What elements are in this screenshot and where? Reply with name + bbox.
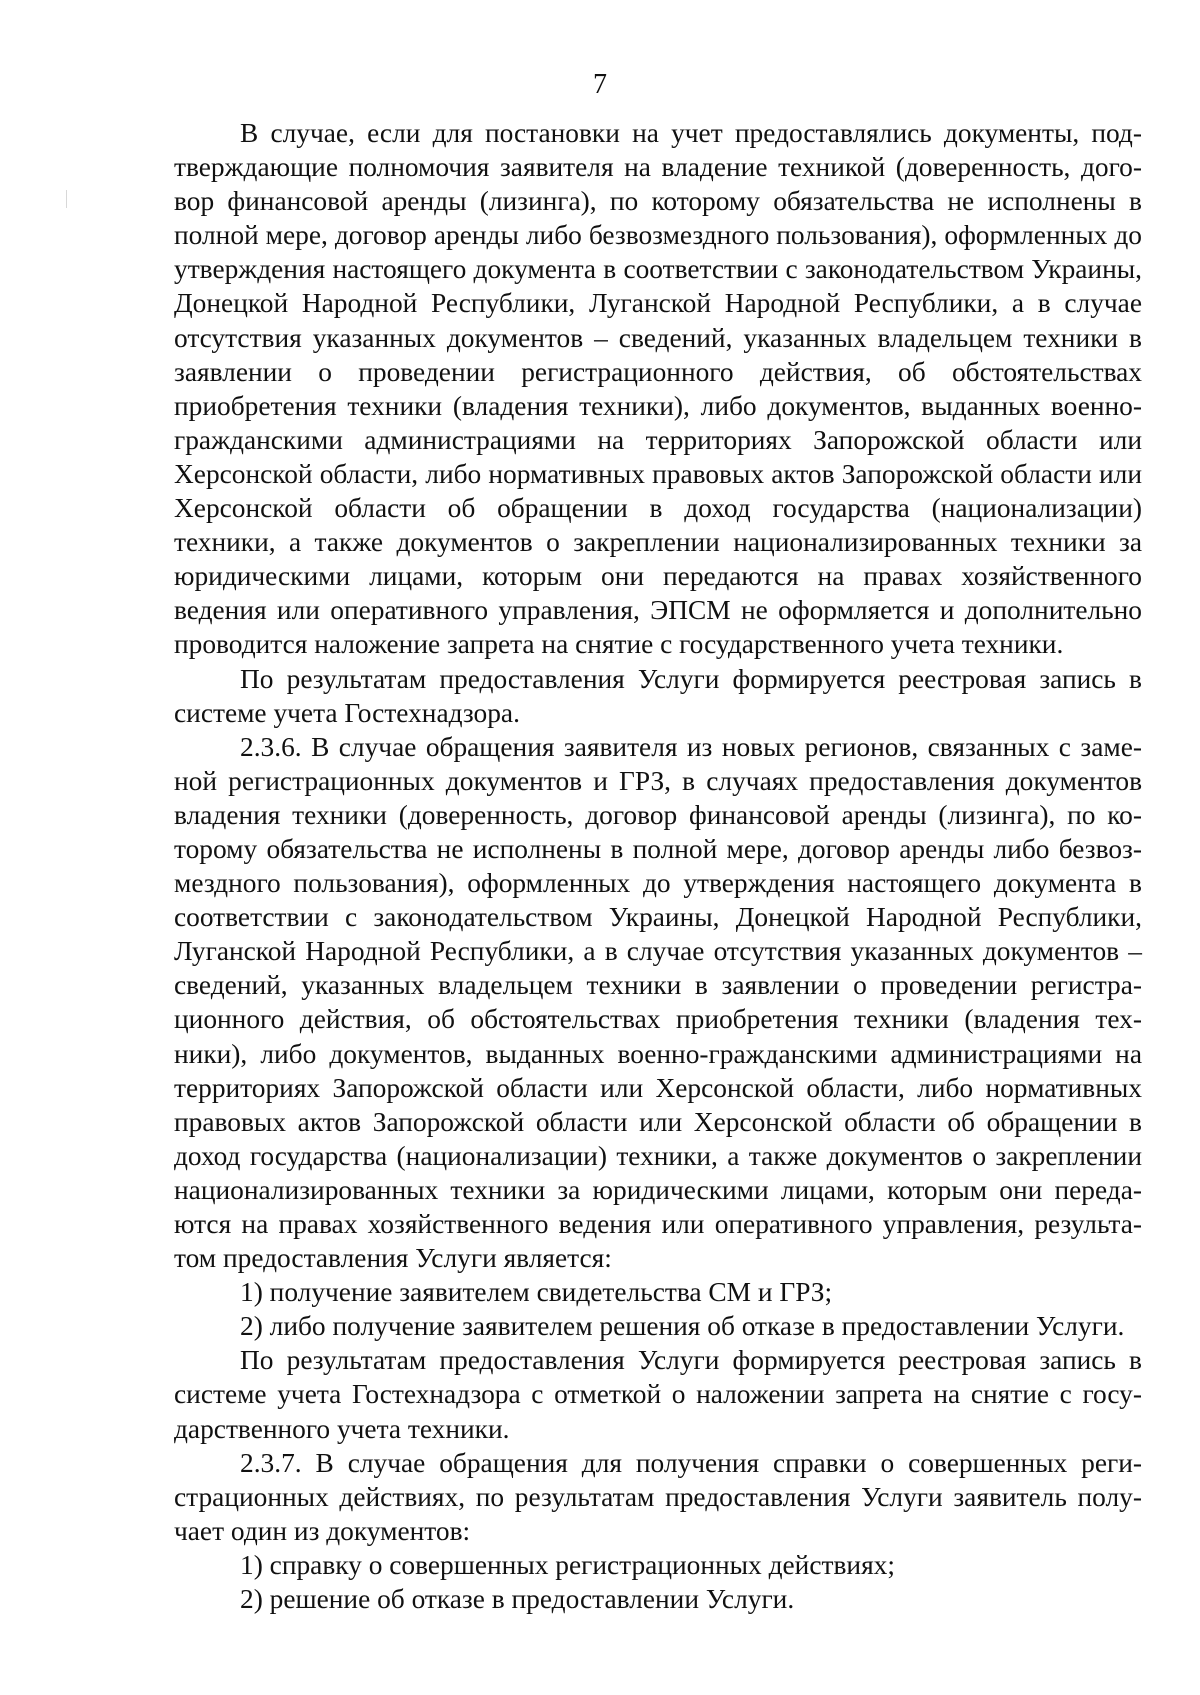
document-body — [174, 116, 1142, 1616]
list-item-refusal: 2) либо получение заявителем решения об отказе в предоставлении Услуги. — [240, 1311, 1125, 1342]
page-number: 7 — [593, 69, 607, 100]
paragraph-clause-2-3-6: 2.3.6. В случае обращения заявителя из новых регионов, связанных с заменой регистрационных документов и ГРЗ, в случаях предоставления документов владения техники (доверенность, договор финансовой аренды (лизинга), по которому обязательства не исполнены в полной мере, договор аренды либо безвозмездного пользования), оформленных до утверждения настоящего документа в соответствии с законодательством Украины, Донецкой Народной Республики, Луганской Народной Республики, а в случае отсутствия указанных документов – сведений, указанных владельцем техники в заявлении о проведении регистрационного действия, об обстоятельствах приобретения техники (владения техники), либо документов, выданных военно-гражданскими администрациями на территориях Запорожской области или Херсонской области, либо нормативных правовых актов Запорожской области или Херсонской области об обращении в доход государства (национализации) техники, а также документов о закреплении национализированных техники за юридическими лицами, которым они передаются на правах хозяйственного ведения или оперативного управления, результатом предоставления Услуги является: — [174, 731, 1142, 1274]
paragraph-registry-record: По результатам предоставления Услуги формируется реестровая запись в системе учета Гостехнадзора. — [174, 663, 1142, 728]
paragraph-registration-documents: В случае, если для постановки на учет предоставлялись документы, подтверждающие полномочия заявителя на владение техникой (доверенность, договор финансовой аренды (лизинга), по которому обязательства не исполнены в полной мере, договор аренды либо безвозмездного пользования), оформленных до утверждения настоящего документа в соответствии с законодательством Украины, Донецкой Народной Республики, Луганской Народной Республики, а в случае отсутствия указанных документов – сведений, указанных владельцем техники в заявлении о проведении регистрационного действия, об обстоятельствах приобретения техники (владения техники), либо документов, выданных военно-гражданскими администрациями на территориях Запорожской области или Херсонской области, либо нормативных правовых актов Запорожской области или Херсонской области об обращении в доход государства (национализации) техники, а также документов о закреплении национализированных техники за юридическими лицами, которым они передаются на правах хозяйственного ведения или оперативного управления, ЭПСМ не оформляется и дополнительно проводится наложение запрета на снятие с государственного учета техники. — [174, 118, 1142, 660]
paragraph-registry-record-with-ban: По результатам предоставления Услуги формируется реестровая запись в системе учета Гостехнадзора с отметкой о наложении запрета на снятие с государственного учета техники. — [174, 1345, 1142, 1444]
list-item-certificate: 1) получение заявителем свидетельства СМ и ГРЗ; — [240, 1277, 833, 1308]
paragraph-clause-2-3-7: 2.3.7. В случае обращения для получения справки о совершенных регистрационных действиях, по результатам предоставления Услуги заявитель получает один из документов: — [174, 1447, 1142, 1546]
list-item-refusal-decision: 2) решение об отказе в предоставлении Услуги. — [240, 1584, 795, 1615]
scan-artifact — [66, 190, 67, 208]
list-item-reference: 1) справку о совершенных регистрационных действиях; — [240, 1549, 895, 1580]
